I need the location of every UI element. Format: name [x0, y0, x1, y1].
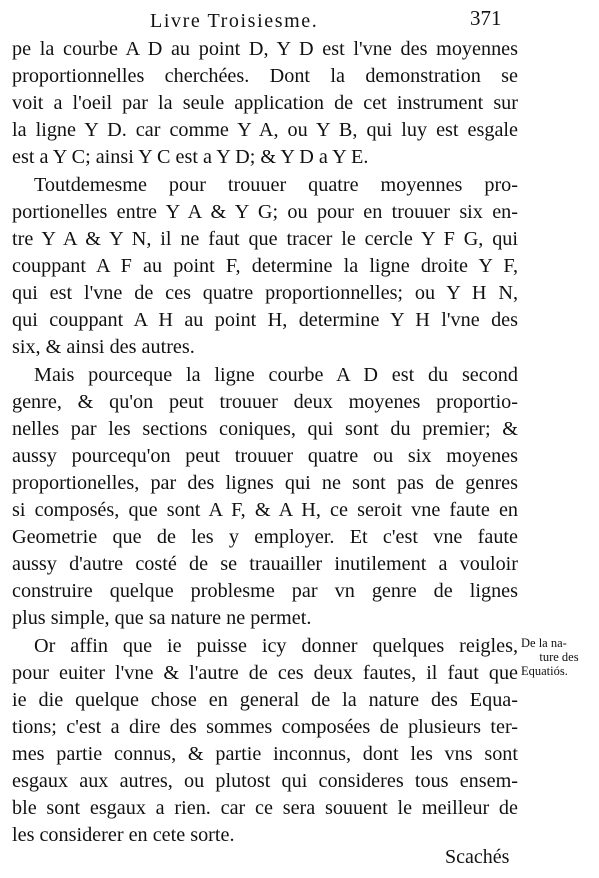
text-line: esgaux aux autres, ou plutost qui consideres tous ensem- — [12, 770, 518, 792]
margin-note — [521, 636, 597, 678]
running-head: Livre Troisiesme. — [150, 10, 319, 32]
text-line: Mais pourceque la ligne courbe A D est du second — [34, 364, 518, 386]
running-header — [0, 4, 599, 34]
catchword: Scachés — [445, 846, 510, 868]
text-line: Toutdemesme pour trouuer quatre moyennes pro- — [34, 174, 518, 196]
text-line: aussy d'autre costé de se trauailler inutilement a vouloir — [12, 553, 518, 575]
text-line: nelles par les sections coniques, qui sont du premier; & — [12, 418, 518, 440]
text-line: voit a l'oeil par la seule application de cet instrument sur — [12, 92, 518, 114]
text-line: pe la courbe A D au point D, Y D est l'vne des moyennes — [12, 38, 518, 60]
text-line: qui couppant A H au point H, determine Y H l'vne des — [12, 309, 518, 331]
paragraph-1 — [12, 36, 518, 171]
paragraph-2 — [12, 172, 518, 361]
margin-note-line: Equatiós. — [521, 664, 568, 678]
text-line: proportionnelles cherchées. Dont la demonstration se — [12, 65, 518, 87]
margin-note-line: De la na- — [521, 636, 567, 650]
text-line: si composés, que sont A F, & A H, ce seroit vne faute en — [12, 499, 518, 521]
text-line: ie die quelque chose en general de la nature des Equa- — [12, 689, 518, 711]
text-line: tions; c'est a dire des sommes composées de plusieurs ter- — [12, 716, 518, 738]
text-line: qui est l'vne de ces quatre proportionnelles; ou Y H N, — [12, 282, 518, 304]
paragraph-4 — [12, 633, 518, 849]
text-line: couppant A F au point F, determine la ligne droite Y F, — [12, 255, 518, 277]
paragraph-3 — [12, 362, 518, 632]
text-line: Geometrie que de les y employer. Et c'est vne faute — [12, 526, 518, 548]
text-line: tre Y A & Y N, il ne faut que tracer le cercle Y F G, qui — [12, 228, 518, 250]
text-line: la ligne Y D. car comme Y A, ou Y B, qui luy est esgale — [12, 119, 518, 141]
text-line: plus simple, que sa nature ne permet. — [12, 607, 312, 629]
page-number: 371 — [470, 6, 502, 30]
text-line: portionelles entre Y A & Y G; ou pour en trouuer six en- — [12, 201, 518, 223]
text-line: six, & ainsi des autres. — [12, 336, 195, 358]
text-line: est a Y C; ainsi Y C est a Y D; & Y D a Y E. — [12, 146, 369, 168]
text-line: construire quelque problesme par vn genre de lignes — [12, 580, 518, 602]
text-line: proportionelles, par des lignes qui ne sont pas de genres — [12, 472, 518, 494]
text-line: les considerer en cete sorte. — [12, 824, 235, 846]
text-line: ble sont esgaux a rien. car ce sera souuent le meilleur de — [12, 797, 518, 819]
text-line: mes partie connus, & partie inconnus, dont les vns sont — [12, 743, 518, 765]
text-line: aussy pourcequ'on peut trouuer quatre ou six moyenes — [12, 445, 518, 467]
body-text — [12, 36, 518, 849]
text-line: pour euiter l'vne & l'autre de ces deux fautes, il faut que — [12, 662, 518, 684]
margin-note-line: ture des — [539, 650, 579, 664]
text-line: Or affin que ie puisse icy donner quelques reigles, — [34, 635, 518, 657]
text-line: genre, & qu'on peut trouuer deux moyenes proportio- — [12, 391, 518, 413]
